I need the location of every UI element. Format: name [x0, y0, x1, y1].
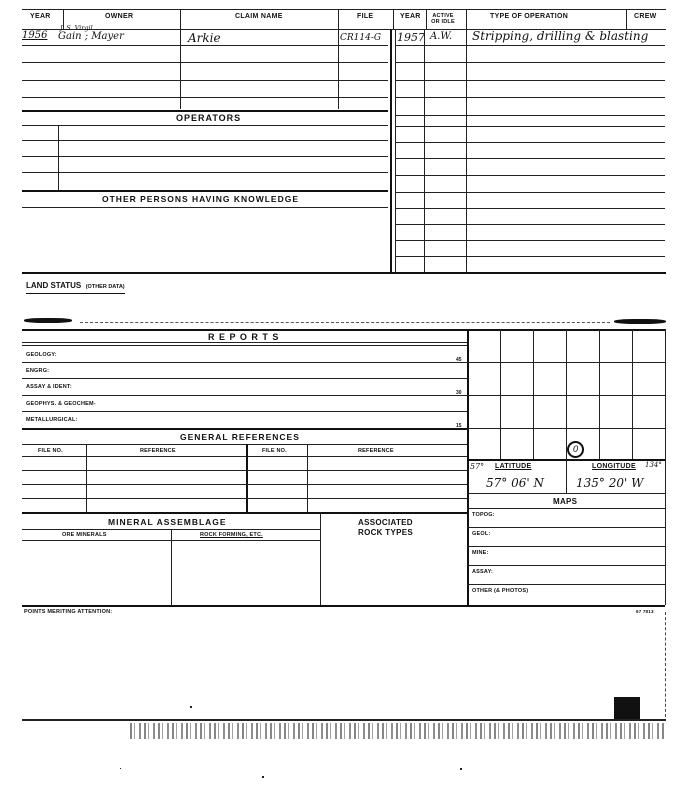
circled-mark: [567, 441, 584, 458]
entry-owner-line2: Gain ; Mayer: [58, 31, 124, 42]
entry-active-idle: A.W.: [430, 31, 453, 42]
entry-type-of-operation: Stripping, drilling & blasting: [472, 29, 649, 43]
reports-metallurgical: METALLURGICAL:: [26, 417, 78, 423]
header-owner: OWNER: [105, 13, 134, 20]
latitude-label: LATITUDE: [495, 463, 532, 470]
margin-number-15: 15: [456, 423, 462, 429]
scan-mark-left: [24, 318, 72, 323]
land-status-sub: (OTHER DATA): [85, 284, 125, 290]
margin-number-30: 30: [456, 390, 462, 396]
long-deg-mark: 134°: [645, 461, 662, 469]
scan-noise-band: [130, 723, 666, 739]
rock-types-label: ROCK TYPES: [358, 528, 414, 537]
mineral-assemblage-title: MINERAL ASSEMBLAGE: [108, 517, 227, 527]
header-year-2: YEAR: [400, 13, 421, 20]
maps-mine: MINE:: [472, 550, 489, 556]
gr-reference-2: REFERENCE: [358, 448, 394, 454]
header-file: FILE: [357, 13, 374, 20]
form-number: 67 7813: [636, 609, 654, 614]
maps-other: OTHER (& PHOTOS): [472, 588, 529, 594]
bottom-edge-line: [22, 719, 666, 721]
entry-year: 1956: [22, 30, 48, 41]
maps-assay: ASSAY:: [472, 569, 494, 575]
entry-owner-line1: J. S. Virgil: [60, 24, 93, 32]
entry-year-2: 1957: [397, 31, 425, 44]
reports-title: R E P O R T S: [208, 332, 280, 342]
maps-topog: TOPOG:: [472, 512, 495, 518]
header-crew: CREW: [634, 13, 657, 20]
scan-dot-1: [190, 706, 192, 708]
gr-file-no-2: FILE NO.: [262, 448, 287, 454]
scan-dot-4: [120, 768, 121, 769]
lat-deg-mark: 57°: [470, 462, 485, 471]
bottom-black-box: [614, 697, 640, 721]
circled-mark-text: 0: [572, 444, 578, 454]
maps-geol: GEOL:: [472, 531, 491, 537]
entry-file: CR114-G: [340, 33, 382, 43]
latitude-value: 57° 06' N: [486, 476, 544, 490]
scan-mark-right: [614, 319, 666, 324]
header-year: YEAR: [30, 13, 51, 20]
header-claim-name: CLAIM NAME: [235, 13, 283, 20]
reports-assay: ASSAY & IDENT:: [26, 384, 72, 390]
land-status-label: LAND STATUS: [26, 281, 82, 290]
entry-claim-name: Arkie: [188, 31, 221, 45]
rock-forming-label: ROCK FORMING, ETC.: [200, 532, 263, 538]
margin-number-45: 45: [456, 357, 462, 363]
reports-geophys: GEOPHYS. & GEOCHEM-: [26, 401, 96, 407]
gr-reference-1: REFERENCE: [140, 448, 176, 454]
longitude-value: 135° 20' W: [576, 476, 644, 490]
general-references-title: GENERAL REFERENCES: [180, 432, 300, 442]
ore-minerals-label: ORE MINERALS: [62, 532, 107, 538]
scan-dot-2: [460, 768, 462, 770]
points-label: POINTS MERITING ATTENTION:: [24, 609, 113, 615]
header-active-idle: ACTIVE OR IDLE: [431, 13, 455, 25]
longitude-label: LONGITUDE: [592, 463, 636, 470]
associated-label: ASSOCIATED: [358, 518, 413, 527]
reports-engrg: ENGRG:: [26, 368, 50, 374]
maps-title: MAPS: [553, 497, 578, 506]
operators-label: OPERATORS: [176, 113, 242, 123]
land-status: [26, 275, 125, 294]
gr-file-no-1: FILE NO.: [38, 448, 63, 454]
header-type-of-operation: TYPE OF OPERATION: [490, 13, 569, 20]
other-persons-label: OTHER PERSONS HAVING KNOWLEDGE: [102, 194, 300, 204]
scan-dot-3: [262, 776, 264, 778]
reports-geology: GEOLOGY:: [26, 352, 57, 358]
